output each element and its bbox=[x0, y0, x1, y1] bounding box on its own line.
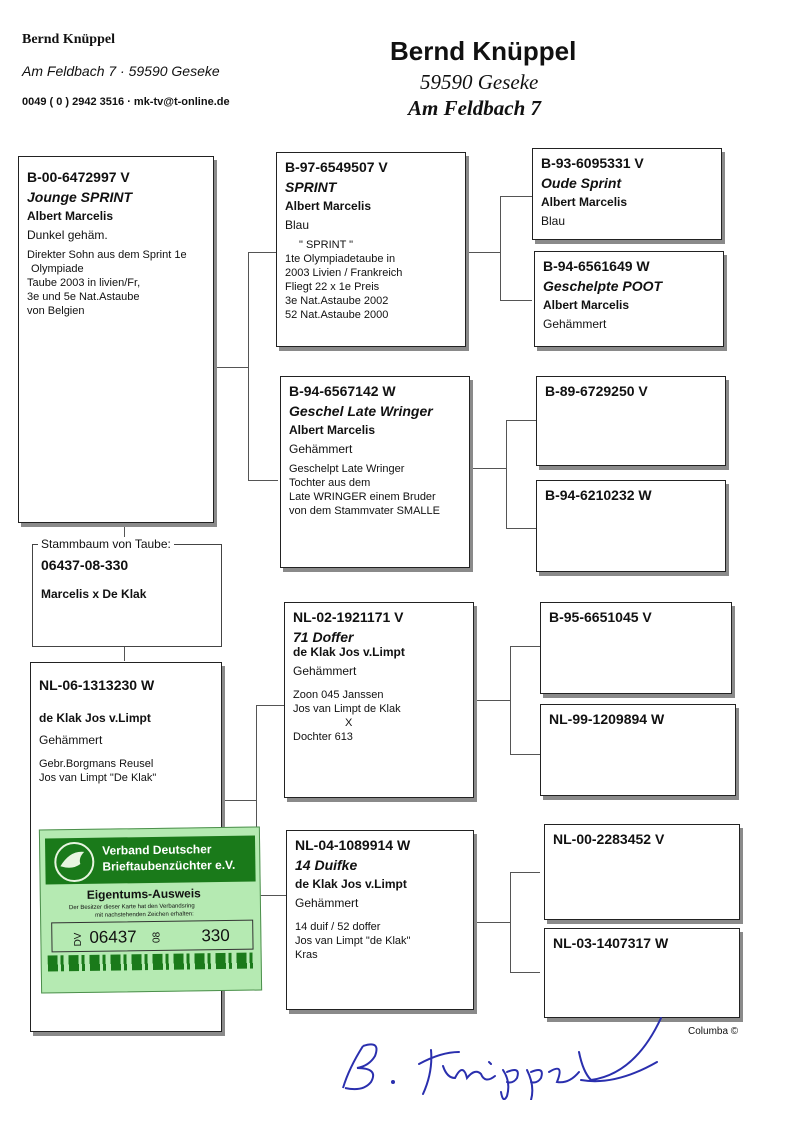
sire-color: Blau bbox=[285, 218, 310, 232]
connector-line bbox=[500, 196, 532, 197]
dam-name: Geschel Late Wringer bbox=[289, 403, 433, 419]
sire-breeder: Albert Marcelis bbox=[285, 199, 372, 213]
connector-line bbox=[510, 646, 540, 647]
connector-line bbox=[248, 480, 278, 481]
sire-name: SPRINT bbox=[285, 179, 337, 195]
ownership-decorative-border bbox=[48, 953, 256, 972]
connector-line bbox=[248, 252, 249, 480]
ownership-number: 330 bbox=[201, 925, 230, 946]
hen-dam-dam-card bbox=[544, 928, 740, 1018]
dam-dam-card bbox=[536, 480, 726, 572]
connector-line bbox=[510, 972, 540, 973]
hen-sire-breeder: de Klak Jos v.Limpt bbox=[293, 645, 405, 659]
sire-sire-breeder: Albert Marcelis bbox=[541, 195, 628, 209]
subject-pigeon-card bbox=[18, 156, 214, 523]
sire-sire-card bbox=[532, 148, 722, 240]
hen-breeder: de Klak Jos v.Limpt bbox=[39, 711, 151, 725]
hen-dam-color: Gehämmert bbox=[295, 896, 359, 910]
sire-dam-name: Geschelpte POOT bbox=[543, 278, 663, 294]
connector-line bbox=[500, 300, 532, 301]
hen-dam-sire-ring: NL-00-2283452 V bbox=[553, 831, 665, 847]
connector-line bbox=[510, 872, 511, 972]
hen-color: Gehämmert bbox=[39, 733, 103, 747]
pedigree-id-card bbox=[32, 544, 222, 647]
hen-sire-notes: Zoon 045 Janssen Jos van Limpt de Klak X Dochter 613 bbox=[293, 689, 401, 743]
connector-line bbox=[510, 872, 540, 873]
connector-line bbox=[222, 800, 256, 801]
dam-breeder: Albert Marcelis bbox=[289, 423, 376, 437]
hen-sire-dam-ring: NL-99-1209894 W bbox=[549, 711, 665, 727]
sire-ring: B-97-6549507 V bbox=[285, 159, 388, 175]
connector-line bbox=[506, 420, 507, 528]
hen-notes: Gebr.Borgmans Reusel Jos van Limpt "De Klak" bbox=[39, 758, 157, 784]
ownership-small-line2: mit nachstehenden Zeichen erhalten: bbox=[95, 911, 194, 919]
hen-sire-dam-card bbox=[540, 704, 736, 796]
subject-color: Dunkel gehäm. bbox=[27, 228, 108, 242]
signature-image bbox=[335, 1012, 665, 1100]
hen-dam-ring: NL-04-1089914 W bbox=[295, 837, 411, 853]
hen-dam-breeder: de Klak Jos v.Limpt bbox=[295, 877, 407, 891]
dam-dam-ring: B-94-6210232 W bbox=[545, 487, 652, 503]
hen-dam-notes: 14 duif / 52 doffer Jos van Limpt "de Klak" Kras bbox=[295, 921, 411, 961]
hen-sire-color: Gehämmert bbox=[293, 664, 357, 678]
hen-sire-sire-ring: B-95-6651045 V bbox=[549, 609, 652, 625]
connector-line bbox=[510, 646, 511, 754]
hen-sire-name: 71 Doffer bbox=[293, 629, 354, 645]
connector-line bbox=[248, 252, 278, 253]
hen-dam-dam-ring: NL-03-1407317 W bbox=[553, 935, 669, 951]
hen-sire-ring: NL-02-1921171 V bbox=[293, 609, 404, 625]
subject-notes: Direkter Sohn aus dem Sprint 1e Olympiade Taube 2003 in livien/Fr, 3e und 5e Nat.Astaube von Belgien bbox=[27, 249, 187, 317]
connector-line bbox=[256, 705, 284, 706]
dam-color: Gehämmert bbox=[289, 442, 353, 456]
columba-brand: Columba © bbox=[688, 1026, 739, 1037]
hen-sire-card bbox=[284, 602, 474, 798]
sire-dam-breeder: Albert Marcelis bbox=[543, 298, 630, 312]
ownership-card bbox=[39, 826, 262, 993]
subject-name: Jounge SPRINT bbox=[27, 189, 133, 205]
sire-card bbox=[276, 152, 466, 347]
pedigree-ring: 06437-08-330 bbox=[41, 557, 129, 573]
dam-notes: Geschelpt Late Wringer Tochter aus dem Late WRINGER einem Bruder von dem Stammvater SMALLE bbox=[289, 463, 441, 517]
header-left-address: Am Feldbach 7 · 59590 Geseke bbox=[22, 63, 220, 79]
ownership-prefix: DV bbox=[72, 932, 84, 947]
sire-dam-ring: B-94-6561649 W bbox=[543, 258, 650, 274]
connector-line bbox=[124, 523, 125, 537]
ownership-org-line1: Verband Deutscher bbox=[102, 842, 212, 858]
dam-sire-ring: B-89-6729250 V bbox=[545, 383, 648, 399]
sire-sire-color: Blau bbox=[541, 214, 566, 228]
connector-line bbox=[214, 367, 248, 368]
header-left-name: Bernd Knüppel bbox=[22, 32, 115, 47]
sire-notes: " SPRINT " 1te Olympiadetaube in 2003 Livien / Frankreich Fliegt 22 x 1e Preis 3e Nat.Astaube 2002 52 Nat.Astaube 2000 bbox=[285, 239, 403, 321]
ownership-org-line2: Brieftaubenzüchter e.V. bbox=[102, 857, 236, 874]
dove-logo-icon bbox=[50, 840, 99, 885]
dam-card bbox=[280, 376, 470, 568]
ownership-title: Eigentums-Ausweis bbox=[86, 886, 201, 902]
sire-sire-ring: B-93-6095331 V bbox=[541, 155, 644, 171]
connector-line bbox=[466, 252, 500, 253]
sire-sire-name: Oude Sprint bbox=[541, 175, 622, 191]
connector-line bbox=[474, 922, 510, 923]
pedigree-pairing: Marcelis x De Klak bbox=[41, 587, 147, 601]
dam-ring: B-94-6567142 W bbox=[289, 383, 396, 399]
connector-line bbox=[500, 196, 501, 300]
header-left-contact: 0049 ( 0 ) 2942 3516 · mk-tv@t-online.de bbox=[22, 96, 230, 108]
sire-dam-card bbox=[534, 251, 724, 347]
hen-dam-card bbox=[286, 830, 474, 1010]
connector-line bbox=[506, 420, 536, 421]
connector-line bbox=[510, 754, 540, 755]
connector-line bbox=[124, 647, 125, 661]
hen-ring: NL-06-1313230 W bbox=[39, 677, 155, 693]
connector-line bbox=[506, 528, 536, 529]
ownership-club: 06437 bbox=[89, 927, 137, 947]
header-right-name: Bernd Knüppel bbox=[390, 36, 577, 66]
subject-ring: B-00-6472997 V bbox=[27, 169, 130, 185]
ownership-small-line1: Der Besitzer dieser Karte hat den Verbandsring bbox=[68, 903, 195, 912]
header-right-city: 59590 Geseke bbox=[420, 70, 539, 94]
subject-breeder: Albert Marcelis bbox=[27, 209, 114, 223]
sire-dam-color: Gehämmert bbox=[543, 317, 607, 331]
hen-dam-name: 14 Duifke bbox=[295, 857, 358, 873]
connector-line bbox=[470, 468, 506, 469]
header-right-street: Am Feldbach 7 bbox=[408, 96, 542, 120]
dam-sire-card bbox=[536, 376, 726, 466]
ownership-year: 08 bbox=[151, 931, 163, 944]
pedigree-label: Stammbaum von Taube: bbox=[38, 537, 174, 551]
hen-dam-sire-card bbox=[544, 824, 740, 920]
connector-line bbox=[474, 700, 510, 701]
hen-sire-sire-card bbox=[540, 602, 732, 694]
